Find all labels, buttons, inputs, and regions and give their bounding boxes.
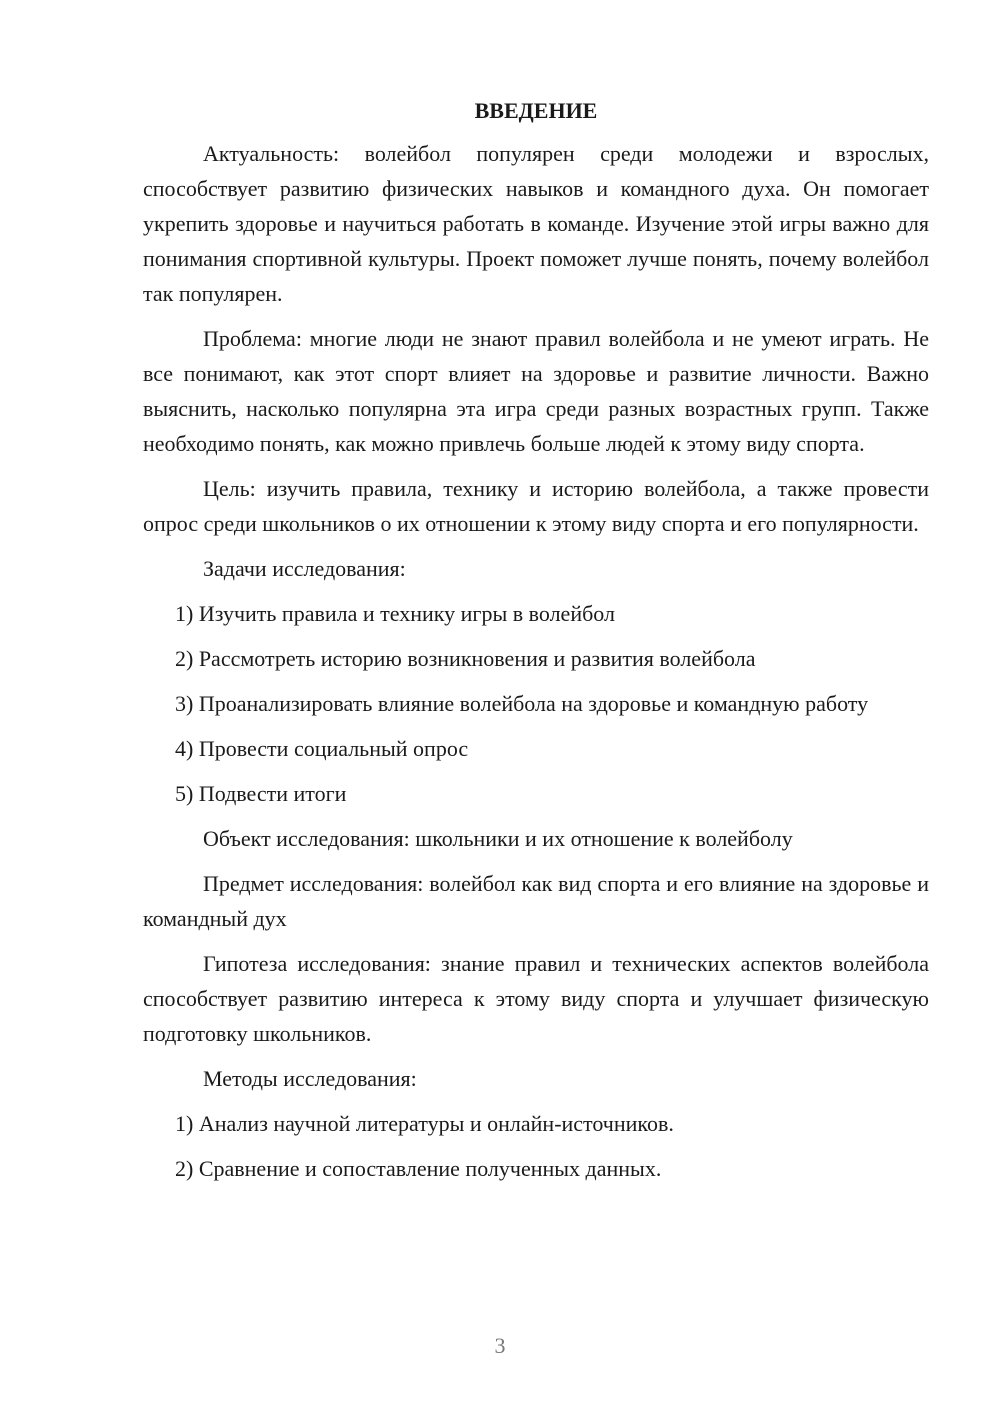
task-item: 2) Рассмотреть историю возникновения и развития волейбола bbox=[175, 646, 756, 671]
section-heading: ВВЕДЕНИЕ bbox=[474, 98, 598, 123]
subject-paragraph: Предмет исследования: волейбол как вид спорта и его влияние на здоровье и командный дух bbox=[143, 871, 929, 931]
method-item: 1) Анализ научной литературы и онлайн-источников. bbox=[175, 1111, 674, 1136]
task-item: 1) Изучить правила и технику игры в волейбол bbox=[175, 601, 615, 626]
method-item: 2) Сравнение и сопоставление полученных данных. bbox=[175, 1156, 662, 1181]
goal-paragraph: Цель: изучить правила, технику и историю волейбола, а также провести опрос среди школьников о их отношении к этому виду спорта и его популярности. bbox=[143, 476, 929, 536]
page-number: 3 bbox=[494, 1333, 506, 1358]
task-item: 5) Подвести итоги bbox=[175, 781, 347, 806]
methods-title: Методы исследования: bbox=[203, 1066, 417, 1091]
hypothesis-paragraph: Гипотеза исследования: знание правил и технических аспектов волейбола способствует развитию интереса к этому виду спорта и улучшает физическую подготовку школьников. bbox=[143, 951, 929, 1046]
task-item: 3) Проанализировать влияние волейбола на здоровье и командную работу bbox=[175, 691, 869, 716]
object-paragraph: Объект исследования: школьники и их отношение к волейболу bbox=[203, 826, 793, 851]
problem-paragraph: Проблема: многие люди не знают правил волейбола и не умеют играть. Не все понимают, как этот спорт влияет на здоровье и развитие личности. Важно выяснить, насколько популярна эта игра среди разных возрастных групп. Также необходимо понять, как можно привлечь больше людей к этому виду спорта. bbox=[143, 326, 929, 456]
tasks-title: Задачи исследования: bbox=[203, 556, 406, 581]
relevance-paragraph: Актуальность: волейбол популярен среди молодежи и взрослых, способствует развитию физических навыков и командного духа. Он помогает укрепить здоровье и научиться работать в команде. Изучение этой игры важно для понимания спортивной культуры. Проект поможет лучше понять, почему волейбол так популярен. bbox=[143, 141, 929, 306]
task-item: 4) Провести социальный опрос bbox=[175, 736, 469, 761]
document-page bbox=[143, 96, 929, 1196]
